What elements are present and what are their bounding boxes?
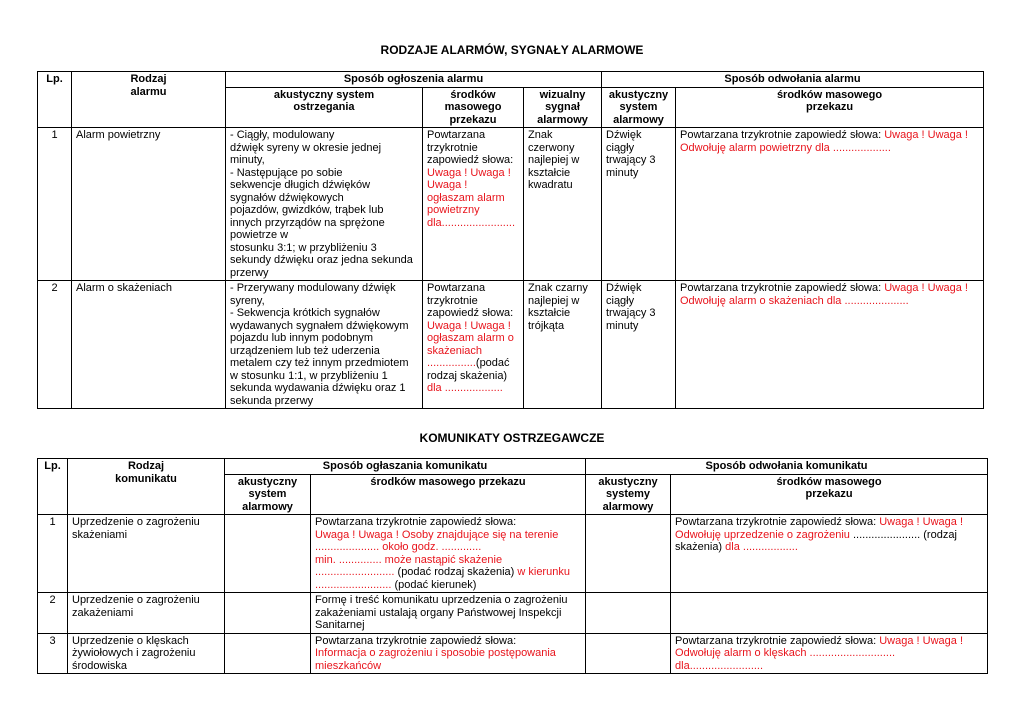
- row-lp: 3: [38, 633, 68, 674]
- row-akustyczny: - Przerywany modulowany dźwięk syreny, - Sekwencja krótkich sygnałów wydawanych sygnałem dźwiękowym pojazdu lub innym podobnym urządzeniem lub też uderzenia metalem czy też innym przedmiotem w stosunku 1:1, w przybliżeniu 1 sekunda wydawania dźwięku oraz 1 sekunda przerwy: [226, 281, 423, 409]
- row-media: [311, 633, 586, 674]
- odw-text: Powtarzana trzykrotnie zapowiedź słowa:: [675, 516, 880, 528]
- row-akustyczny: [225, 633, 311, 674]
- header-akustyczny: akustyczny system alarmowy: [225, 474, 311, 515]
- row-name: Alarm o skażeniach: [72, 281, 226, 409]
- odw-text: Powtarzana trzykrotnie zapowiedź słowa:: [675, 634, 880, 647]
- header-sposob-ogloszenia: Sposób ogłoszenia alarmu: [226, 72, 602, 88]
- alarm-types-table: [37, 71, 984, 409]
- media-text: Powtarzana trzykrotnie zapowiedź słowa:: [315, 634, 517, 647]
- media-line-4: min. .............. może nastąpić skażenie: [315, 553, 503, 566]
- row-name: Alarm powietrzny: [72, 128, 226, 281]
- header-akustyczny-odw: akustyczny systemy alarmowy: [586, 474, 671, 515]
- odw-text: Powtarzana trzykrotnie zapowiedź słowa:: [680, 282, 885, 294]
- section2-title: KOMUNIKATY OSTRZEGAWCZE: [419, 431, 605, 445]
- header-sposob-odwolania: Sposób odwołania alarmu: [602, 72, 984, 88]
- media-line-5-dots: ..........................: [315, 566, 395, 578]
- odw-red-text: Uwaga ! Uwaga !: [879, 634, 963, 647]
- header-srodkow-odw: środków masowego przekazu: [671, 474, 988, 515]
- header-akustyczny-odw: akustyczny system alarmowy: [602, 87, 676, 128]
- media-text: Powtarzana trzykrotnie zapowiedź słowa:: [427, 129, 514, 166]
- section1-title: RODZAJE ALARMÓW, SYGNAŁY ALARMOWE: [380, 43, 644, 57]
- table-row: [38, 633, 988, 674]
- row-name: Uprzedzenie o klęskach żywiołowych i zagrożeniu środowiska: [68, 633, 225, 674]
- media-line-6-dots: .........................: [315, 578, 392, 591]
- media-line-1: Powtarzana trzykrotnie zapowiedź słowa:: [315, 516, 517, 528]
- table-row: [38, 128, 984, 281]
- row-akustyczny-odw: Dźwięk ciągły trwający 3 minuty: [602, 128, 676, 281]
- header-wizualny: wizualny sygnał alarmowy: [524, 87, 602, 128]
- media-red-text: Informacja o zagrożeniu i sposobie postępowania mieszkańców: [315, 647, 556, 672]
- header-srodkow-masowego: środków masowego przekazu: [423, 87, 524, 128]
- row-wizualny: Znak czarny najlepiej w kształcie trójkąta: [524, 281, 602, 409]
- odw-red-text-2: Odwołuję alarm o klęskach ............................ dla........................: [675, 647, 896, 672]
- odw-red-text-2: Odwołuję alarm powietrzny dla ...................: [680, 141, 891, 154]
- row-media: [423, 128, 524, 281]
- row-wizualny: Znak czerwony najlepiej w kształcie kwadratu: [524, 128, 602, 281]
- odw-text-3: skażenia): [675, 541, 726, 553]
- table-row: [38, 281, 984, 409]
- header-lp: Lp.: [38, 459, 68, 515]
- odw-red-text-3: dla ..................: [725, 541, 798, 553]
- row-name: Uprzedzenie o zagrożeniu skażeniami: [68, 515, 225, 593]
- header-akustyczny-system: akustyczny system ostrzegania: [226, 87, 423, 128]
- row-lp: 2: [38, 281, 72, 409]
- warning-messages-table: [37, 458, 988, 674]
- row-lp: 1: [38, 128, 72, 281]
- row-odwolanie: [676, 281, 984, 409]
- media-red-text-2: dla ...................: [427, 382, 503, 394]
- row-media: [311, 515, 586, 593]
- header-sposob-ogloszenia: Sposób ogłaszania komunikatu: [225, 459, 586, 475]
- row-lp: 2: [38, 593, 68, 634]
- header-srodkow: środków masowego przekazu: [311, 474, 586, 515]
- media-line-5-red: w kierunku: [517, 566, 570, 578]
- row-akustyczny: - Ciągły, modulowany dźwięk syreny w okresie jednej minuty, - Następujące po sobie sekwencje długich dźwięków sygnałów dźwiękowych pojazdów, gwizdków, trąbek lub innych przyrządów na sprężone powietrze w stosunku 3:1; w przybliżeniu 3 sekundy dźwięku oraz jedna sekunda przerwy: [226, 128, 423, 281]
- media-line-3: ..................... około godz. .............: [315, 541, 482, 553]
- row-media: Formę i treść komunikatu uprzedzenia o zagrożeniu zakażeniami ustalają organy Państwowej Inspekcji Sanitarnej: [311, 593, 586, 634]
- media-line-5-text: (podać rodzaj skażenia): [394, 566, 518, 578]
- header-rodzaj: Rodzaj alarmu: [72, 72, 226, 128]
- row-akustyczny-odw: Dźwięk ciągły trwający 3 minuty: [602, 281, 676, 409]
- row-name: Uprzedzenie o zagrożeniu zakażeniami: [68, 593, 225, 634]
- header-lp: Lp.: [38, 72, 72, 128]
- row-akustyczny: [225, 515, 311, 593]
- row-media: [423, 281, 524, 409]
- row-akustyczny-odw: [586, 633, 671, 674]
- odw-red-text-2: Odwołuję alarm o skażeniach dla .....................: [680, 294, 909, 307]
- media-red-text: Uwaga ! Uwaga ! ogłaszam alarm o skażeniach ................: [427, 319, 514, 369]
- row-akustyczny-odw: [586, 515, 671, 593]
- row-odwolanie: [671, 633, 988, 674]
- media-text-2: (podać rodzaj skażenia): [427, 357, 510, 382]
- odw-red-text-2: Odwołuję uprzedzenie o zagrożeniu: [675, 528, 853, 541]
- table-row: [38, 515, 988, 593]
- row-odwolanie: [671, 593, 988, 634]
- odw-red-text: Uwaga ! Uwaga !: [884, 282, 968, 294]
- row-odwolanie: [671, 515, 988, 593]
- odw-red-text: Uwaga ! Uwaga !: [884, 129, 968, 141]
- row-akustyczny-odw: [586, 593, 671, 634]
- media-text: Powtarzana trzykrotnie zapowiedź słowa:: [427, 282, 514, 319]
- odw-red-text: Uwaga ! Uwaga !: [879, 516, 963, 528]
- header-sposob-odwolania: Sposób odwołania komunikatu: [586, 459, 988, 475]
- media-line-2: Uwaga ! Uwaga ! Osoby znajdujące się na terenie: [315, 528, 559, 541]
- table-row: [38, 593, 988, 634]
- row-akustyczny: [225, 593, 311, 634]
- odw-text: Powtarzana trzykrotnie zapowiedź słowa:: [680, 129, 885, 141]
- row-lp: 1: [38, 515, 68, 593]
- header-rodzaj: Rodzaj komunikatu: [68, 459, 225, 515]
- media-line-6-text: (podać kierunek): [391, 578, 477, 591]
- row-odwolanie: [676, 128, 984, 281]
- odw-dots: ...................... (rodzaj: [852, 528, 957, 541]
- header-srodkow-odw: środków masowego przekazu: [676, 87, 984, 128]
- media-red-text: Uwaga ! Uwaga ! Uwaga ! ogłaszam alarm powietrzny dla........................: [427, 166, 516, 229]
